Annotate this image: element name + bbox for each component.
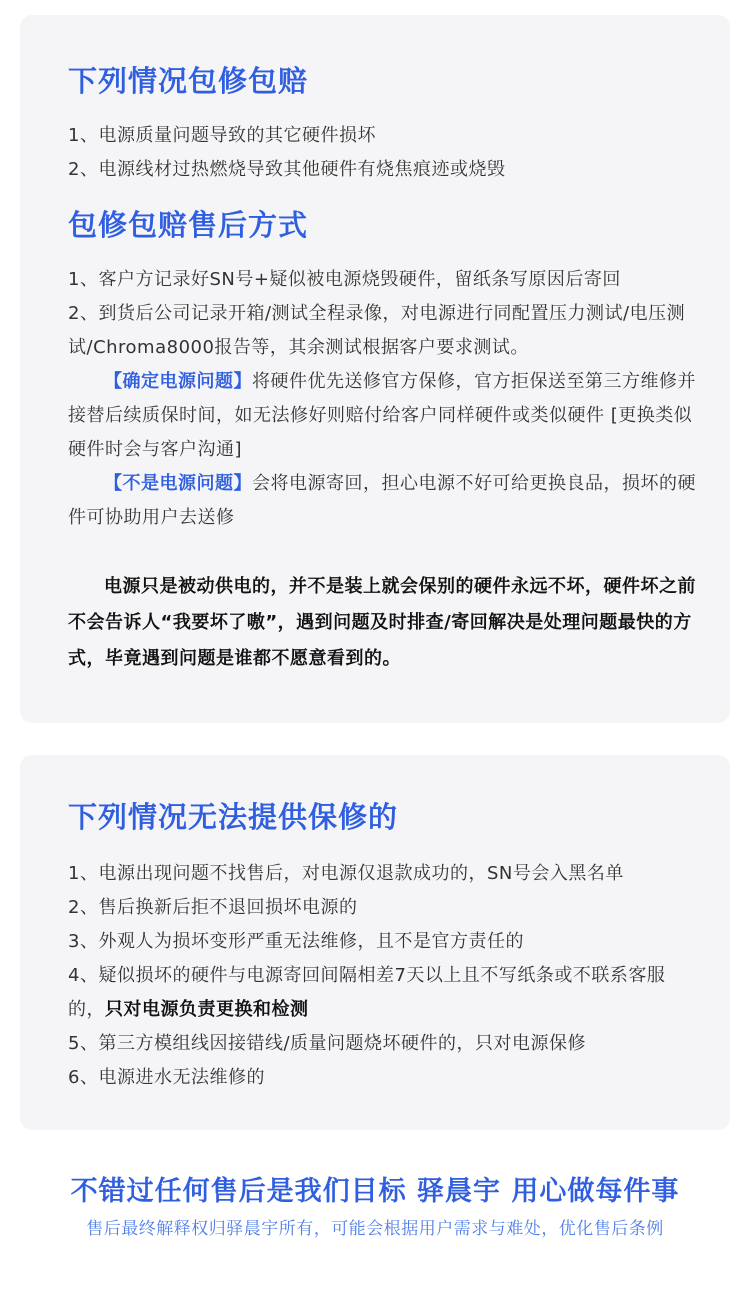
exclusions-list xyxy=(68,857,698,1095)
list-item: 1、电源出现问题不找售后，对电源仅退款成功的，SN号会入黑名单 xyxy=(68,863,624,884)
list-item: 1、客户方记录好SN号+疑似被电源烧毁硬件，留纸条写原因后寄回 xyxy=(68,269,621,290)
list-item: 2、到货后公司记录开箱/测试全程录像，对电源进行同配置压力测试/电压测试/Chroma8000报告等，其余测试根据客户要求测试。 xyxy=(68,303,686,358)
section-title-exclusions: 下列情况无法提供保修的 xyxy=(68,800,399,834)
case-not-text: 会将电源寄回，担心电源不好可给更换良品，损坏的硬件可协助用户去送修 xyxy=(68,473,696,528)
footer-disclaimer: 售后最终解释权归驿晨宇所有，可能会根据用户需求与难处，优化售后条例 xyxy=(86,1219,664,1239)
covered-list xyxy=(68,119,698,187)
case-not-tag: 【不是电源问题】 xyxy=(104,473,252,494)
list-item: 1、电源质量问题导致的其它硬件损坏 xyxy=(68,125,376,146)
power-supply-note: 电源只是被动供电的，并不是装上就会保别的硬件永远不坏，硬件坏之前不会告诉人“我要坏了嗷”，遇到问题及时排查/寄回解决是处理问题最快的方式，毕竟遇到问题是谁都不愿意看到的。 xyxy=(68,576,696,669)
case-confirmed-text: 将硬件优先送修官方保修，官方拒保送至第三方维修并接替后续质保时间，如无法修好则赔付给客户同样硬件或类似硬件 [更换类似硬件时会与客户沟通] xyxy=(68,371,696,460)
list-item: 2、售后换新后拒不退回损坏电源的 xyxy=(68,897,358,918)
list-item: 2、电源线材过热燃烧导致其他硬件有烧焦痕迹或烧毁 xyxy=(68,159,506,180)
list-item: 5、第三方模组线因接错线/质量问题烧坏硬件的，只对电源保修 xyxy=(68,1033,587,1054)
list-item xyxy=(68,959,698,1027)
footer-slogan: 不错过任何售后是我们目标 驿晨宇 用心做每件事 xyxy=(70,1176,680,1207)
exclusions-card xyxy=(20,755,730,1130)
section-title-covered: 下列情况包修包赔 xyxy=(68,64,309,98)
method-list xyxy=(68,263,698,365)
item4-strong: 只对电源负责更换和检测 xyxy=(105,999,309,1020)
list-item: 3、外观人为损坏变形严重无法维修，且不是官方责任的 xyxy=(68,931,524,952)
item4-text: 4、疑似损坏的硬件与电源寄回间隔相差7天以上且不写纸条或不联系客服的， xyxy=(68,965,666,1020)
case-confirmed-paragraph xyxy=(68,365,698,467)
warranty-card xyxy=(20,15,730,723)
case-confirmed-tag: 【确定电源问题】 xyxy=(104,371,252,392)
case-not-paragraph xyxy=(68,467,698,535)
section-title-method: 包修包赔售后方式 xyxy=(68,208,309,242)
list-item: 6、电源进水无法维修的 xyxy=(68,1067,265,1088)
